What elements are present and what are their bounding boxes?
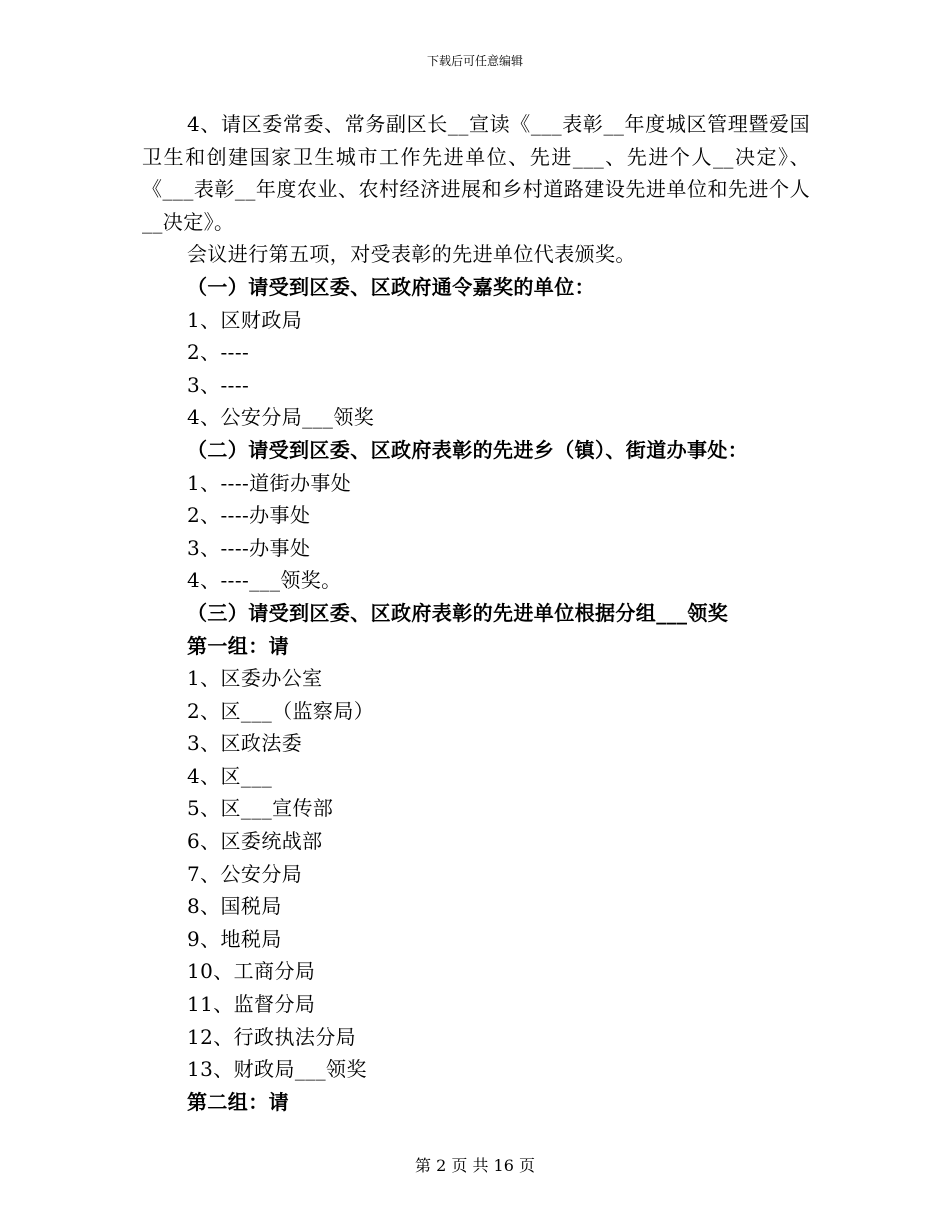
list-item: 4、区___	[187, 763, 273, 788]
list-item: 2、----	[187, 340, 250, 365]
list-item: 7、公安分局	[187, 861, 303, 886]
list-item: 1、区财政局	[187, 307, 303, 332]
list-item: 8、国税局	[187, 894, 282, 919]
paragraph-item-announce: 会议进行第五项，对受表彰的先进单位代表颁奖。	[187, 242, 636, 267]
list-item: 1、----道街办事处	[187, 470, 352, 495]
list-item: 9、地税局	[187, 926, 282, 951]
list-item: 12、行政执法分局	[187, 1024, 357, 1049]
list-item: 1、区委办公室	[187, 666, 323, 691]
group-1-title: 第一组：请	[187, 633, 289, 658]
list-item: 13、财政局___领奖	[187, 1057, 367, 1082]
list-item: 5、区___宣传部	[187, 796, 334, 821]
section-3-title: （三）请受到区委、区政府表彰的先进单位根据分组___领奖	[187, 600, 729, 625]
section-2-title: （二）请受到区委、区政府表彰的先进乡（镇）、街道办事处：	[187, 437, 749, 462]
list-item: 2、----办事处	[187, 503, 311, 528]
list-item: 10、工商分局	[187, 959, 316, 984]
list-item: 2、区___（监察局）	[187, 698, 375, 723]
page-number-footer: 第 2 页 共 16 页	[415, 1156, 535, 1175]
section-1-title: （一）请受到区委、区政府通令嘉奖的单位：	[187, 274, 595, 299]
document-body	[142, 108, 810, 1118]
list-item: 3、----办事处	[187, 535, 311, 560]
list-item: 3、区政法委	[187, 731, 303, 756]
list-item: 3、----	[187, 372, 250, 397]
paragraph-item-4: 4、请区委常委、常务副区长__宣读《___表彰__年度城区管理暨爱国卫生和创建国家卫生城市工作先进单位、先进___、先进个人__决定》、《___表彰__年度农业、农村经济进展和乡村道路建设先进单位和先进个人__决定》。	[142, 112, 810, 234]
list-item: 4、公安分局___领奖	[187, 405, 375, 430]
list-item: 4、----___领奖。	[187, 568, 342, 593]
list-item: 11、监督分局	[187, 992, 316, 1017]
list-item: 6、区委统战部	[187, 829, 323, 854]
group-2-title: 第二组：请	[187, 1089, 289, 1114]
page-header-note: 下载后可任意编辑	[426, 54, 523, 68]
